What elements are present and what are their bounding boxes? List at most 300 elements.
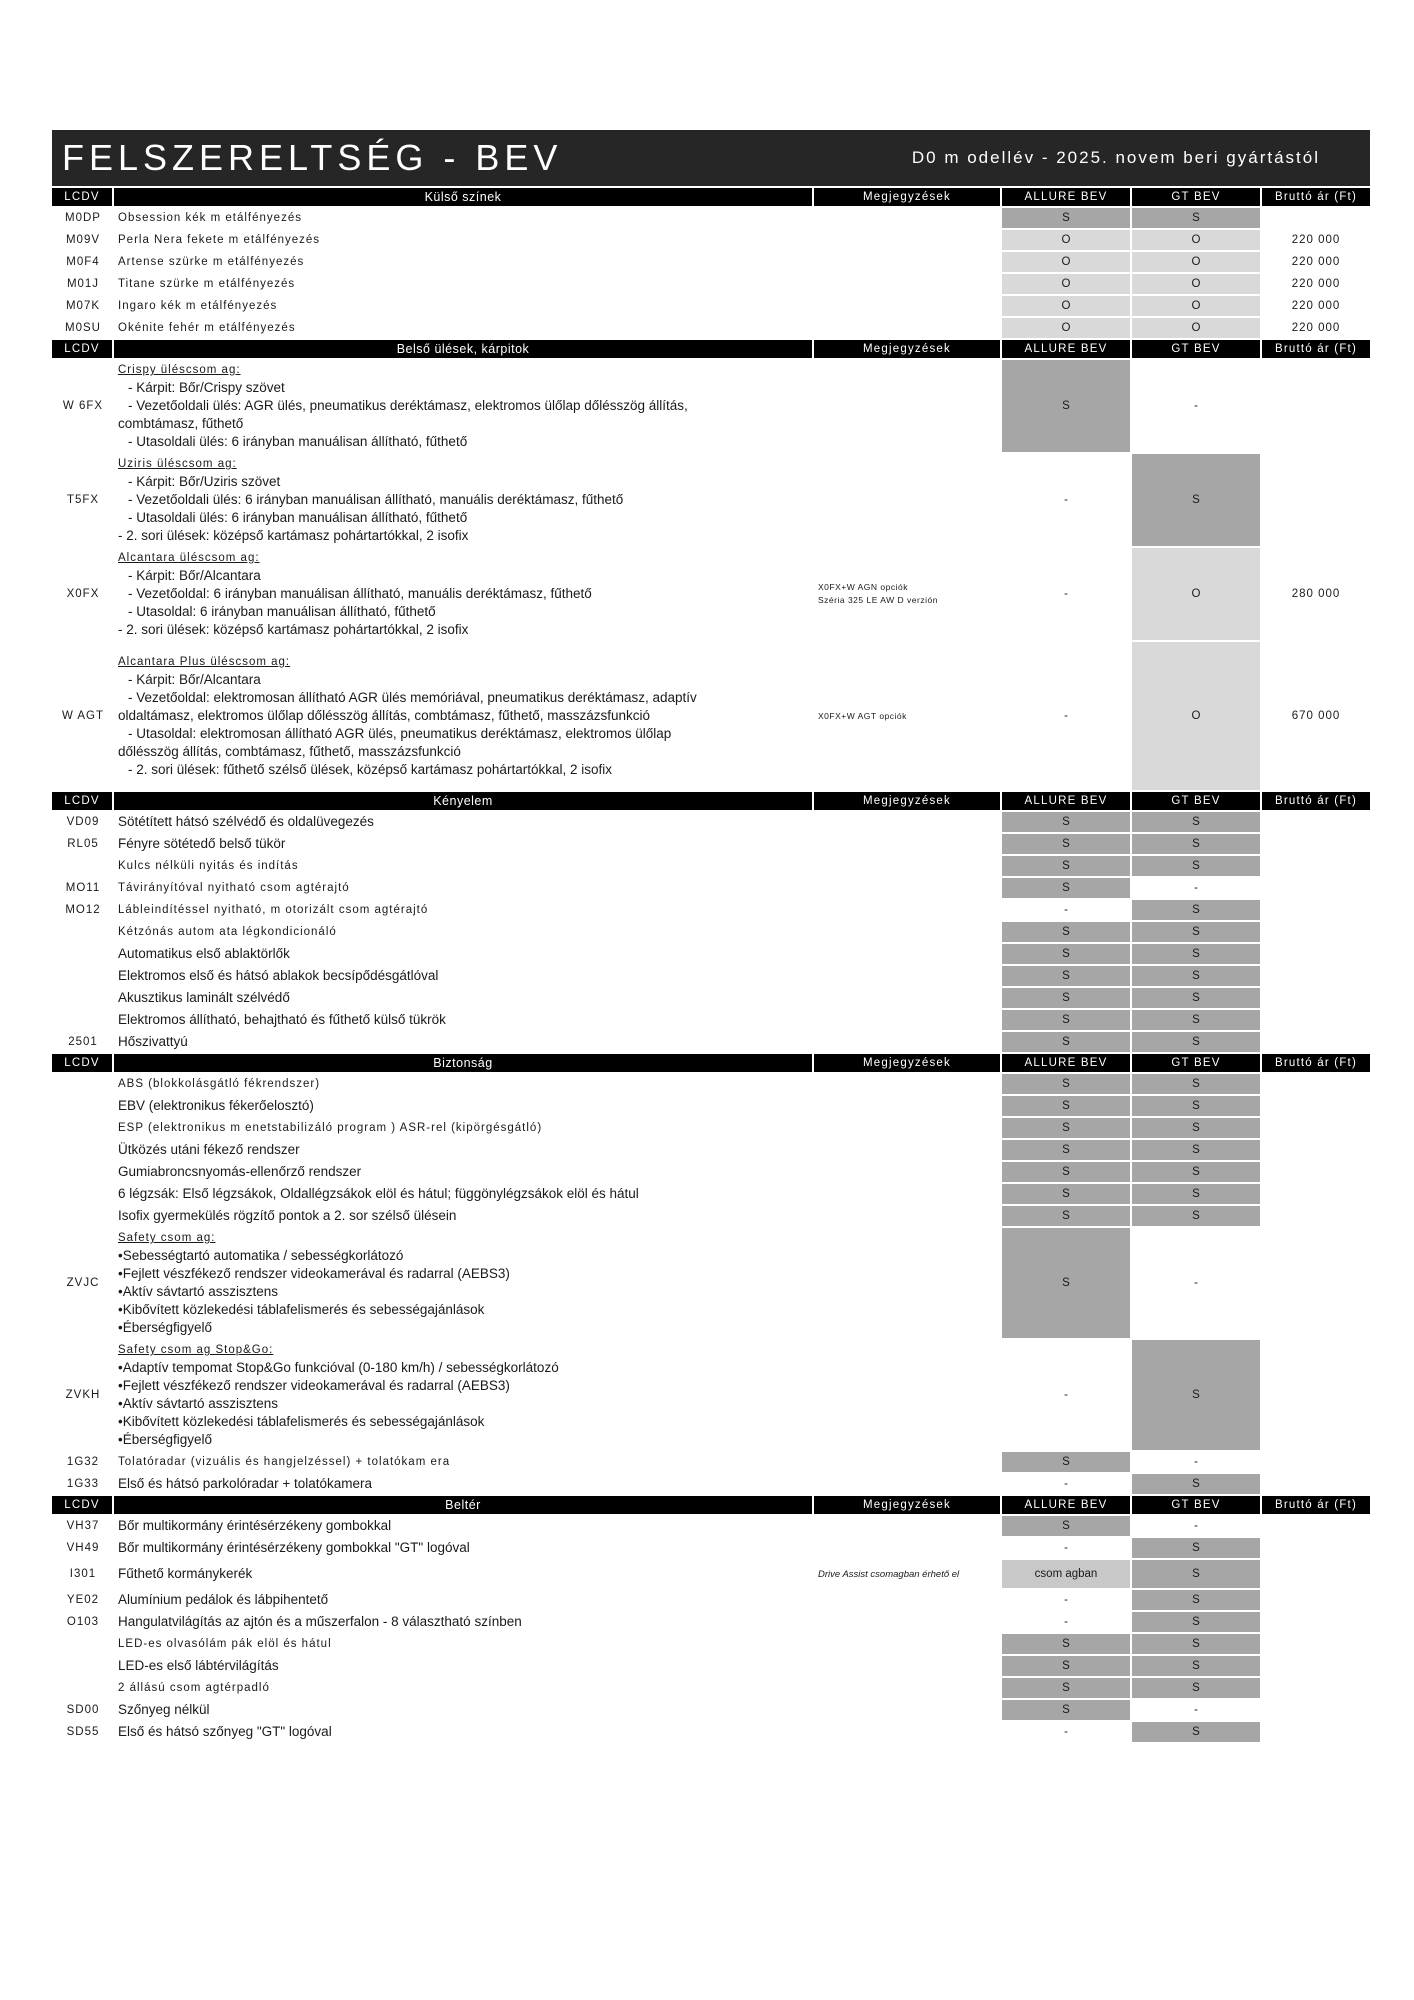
cell-price: 220 000: [1262, 296, 1370, 318]
row-note: [814, 834, 1002, 856]
package-line: - Kárpit: Bőr/Alcantara: [128, 568, 261, 583]
package-row: [52, 1228, 1370, 1340]
cell-gt: O: [1132, 318, 1262, 340]
cell-gt: -: [1132, 1700, 1262, 1722]
row-code: VH37: [52, 1516, 114, 1538]
column-header-code: LCDV: [52, 340, 114, 360]
cell-price: [1262, 1452, 1370, 1474]
note-line: Széria 325 LE AW D verzión: [818, 595, 938, 605]
cell-allure: S: [1002, 1010, 1132, 1032]
row-code: [52, 922, 114, 944]
row-description: Fényre sötétedő belső tükör: [114, 834, 814, 856]
row-description: EBV (elektronikus fékerőelosztó): [114, 1096, 814, 1118]
package-title: Safety csom ag Stop&Go:: [118, 1344, 274, 1356]
row-code: MO11: [52, 878, 114, 900]
package-description: [114, 1228, 814, 1340]
row-code: ZVJC: [52, 1228, 114, 1340]
cell-allure: S: [1002, 1140, 1132, 1162]
row-note: [814, 856, 1002, 878]
table-row: [52, 900, 1370, 922]
cell-allure: S: [1002, 1074, 1132, 1096]
table-row: [52, 834, 1370, 856]
page-title: FELSZERELTSÉG - BEV: [62, 137, 563, 178]
row-code: I301: [52, 1560, 114, 1590]
row-code: MO12: [52, 900, 114, 922]
row-code: [52, 856, 114, 878]
package-line: - Kárpit: Bőr/Alcantara: [128, 672, 261, 687]
cell-allure: S: [1002, 1206, 1132, 1228]
column-header-code: LCDV: [52, 1054, 114, 1074]
row-note: [814, 230, 1002, 252]
row-code: [52, 1118, 114, 1140]
package-line: • Aktív sávtartó asszisztens: [118, 1395, 814, 1413]
package-line: - Utasoldali ülés: 6 irányban manuálisan állítható, fűthető: [128, 510, 468, 525]
row-description: ABS (blokkolásgátló fékrendszer): [114, 1074, 814, 1096]
row-description: Sötétített hátsó szélvédő és oldalüvegezés: [114, 812, 814, 834]
row-code: [52, 1010, 114, 1032]
column-header-notes: Megjegyzések: [814, 1054, 1002, 1074]
cell-gt: S: [1132, 1074, 1262, 1096]
row-note: [814, 454, 1002, 548]
row-code: [52, 1184, 114, 1206]
equipment-table: [52, 188, 1370, 1744]
row-note: [814, 1452, 1002, 1474]
section-header-comfort: [52, 792, 1370, 812]
row-description: Ingaro kék m etálfényezés: [114, 296, 814, 318]
package-row: [52, 548, 1370, 642]
row-note: [814, 252, 1002, 274]
cell-allure: -: [1002, 642, 1132, 792]
cell-price: [1262, 900, 1370, 922]
row-note: [814, 1118, 1002, 1140]
row-note: [814, 1634, 1002, 1656]
package-line: - Kárpit: Bőr/Crispy szövet: [128, 380, 285, 395]
row-note: [814, 1010, 1002, 1032]
row-note: [814, 548, 1002, 642]
section-title: Biztonság: [114, 1054, 814, 1074]
cell-price: 220 000: [1262, 274, 1370, 296]
cell-price: [1262, 988, 1370, 1010]
row-description: Kulcs nélküli nyitás és indítás: [114, 856, 814, 878]
cell-allure: -: [1002, 900, 1132, 922]
package-line: - Kárpit: Bőr/Uziris szövet: [128, 474, 281, 489]
row-code: W AGT: [52, 642, 114, 792]
row-code: M09V: [52, 230, 114, 252]
cell-price: [1262, 878, 1370, 900]
table-row: [52, 878, 1370, 900]
package-description: [114, 548, 814, 642]
row-description: Lábleindítéssel nyitható, m otorizált csom agtérajtó: [114, 900, 814, 922]
section-title: Kényelem: [114, 792, 814, 812]
row-code: M07K: [52, 296, 114, 318]
package-line: • Aktív sávtartó asszisztens: [118, 1283, 814, 1301]
cell-gt: S: [1132, 208, 1262, 230]
package-description: [114, 360, 814, 454]
package-line: combtámasz, fűthető: [118, 416, 244, 431]
package-line: • Fejlett vészfékező rendszer videokamerával és radarral (AEBS3): [118, 1377, 814, 1395]
table-row: [52, 1656, 1370, 1678]
cell-price: [1262, 1474, 1370, 1496]
row-note: [814, 318, 1002, 340]
package-line: - Utasoldal: 6 irányban manuálisan állítható, fűthető: [128, 604, 436, 619]
table-row: [52, 922, 1370, 944]
package-line: - Vezetőoldali ülés: AGR ülés, pneumatikus deréktámasz, elektromos ülőlap dőlésszög állítás,: [128, 398, 688, 413]
package-title: Safety csom ag:: [118, 1232, 216, 1244]
table-row: [52, 988, 1370, 1010]
cell-allure: S: [1002, 966, 1132, 988]
cell-gt: S: [1132, 988, 1262, 1010]
cell-allure: S: [1002, 1516, 1132, 1538]
cell-allure: O: [1002, 252, 1132, 274]
row-code: M0SU: [52, 318, 114, 340]
package-line: - Vezetőoldal: elektromosan állítható AGR ülés memóriával, pneumatikus deréktámasz, adaptív: [128, 690, 697, 705]
cell-allure: -: [1002, 1538, 1132, 1560]
cell-price: [1262, 1184, 1370, 1206]
table-row: [52, 1096, 1370, 1118]
column-header-price: Bruttó ár (Ft): [1262, 792, 1370, 812]
row-description: Okénite fehér m etálfényezés: [114, 318, 814, 340]
cell-price: [1262, 1032, 1370, 1054]
row-note: [814, 878, 1002, 900]
cell-gt: S: [1132, 1612, 1262, 1634]
cell-gt: S: [1132, 1722, 1262, 1744]
package-line: • Fejlett vészfékező rendszer videokamerával és radarral (AEBS3): [118, 1265, 814, 1283]
table-row: [52, 944, 1370, 966]
package-title: Uziris üléscsom ag:: [118, 458, 237, 470]
cell-price: [1262, 812, 1370, 834]
table-row: [52, 1560, 1370, 1590]
table-row: [52, 1010, 1370, 1032]
cell-price: [1262, 1228, 1370, 1340]
section-header-seats: [52, 340, 1370, 360]
cell-gt: O: [1132, 296, 1262, 318]
row-note: [814, 1538, 1002, 1560]
column-header-code: LCDV: [52, 1496, 114, 1516]
row-description: Artense szürke m etálfényezés: [114, 252, 814, 274]
cell-allure: S: [1002, 1634, 1132, 1656]
section-header-interior: [52, 1496, 1370, 1516]
cell-gt: O: [1132, 252, 1262, 274]
cell-price: [1262, 1612, 1370, 1634]
cell-price: [1262, 922, 1370, 944]
table-row: [52, 1162, 1370, 1184]
cell-allure: S: [1002, 1678, 1132, 1700]
cell-gt: S: [1132, 1010, 1262, 1032]
cell-price: [1262, 1722, 1370, 1744]
table-row: [52, 230, 1370, 252]
cell-gt: -: [1132, 878, 1262, 900]
column-header-price: Bruttó ár (Ft): [1262, 1496, 1370, 1516]
table-row: [52, 856, 1370, 878]
row-note: [814, 1678, 1002, 1700]
package-line: - 2. sori ülések: középső kartámasz pohártartókkal, 2 isofix: [118, 528, 469, 543]
row-code: [52, 1206, 114, 1228]
section-header-exterior: [52, 188, 1370, 208]
package-title: Crispy üléscsom ag:: [118, 364, 241, 376]
cell-price: [1262, 1074, 1370, 1096]
package-row: [52, 454, 1370, 548]
cell-price: [1262, 1010, 1370, 1032]
note-line: X0FX+W AGT opciók: [818, 710, 907, 721]
cell-gt: S: [1132, 1032, 1262, 1054]
cell-allure: S: [1002, 944, 1132, 966]
cell-allure: S: [1002, 1096, 1132, 1118]
table-row: [52, 1140, 1370, 1162]
row-description: Alumínium pedálok és lábpihentető: [114, 1590, 814, 1612]
cell-price: [1262, 454, 1370, 548]
cell-allure: -: [1002, 1722, 1132, 1744]
column-header-notes: Megjegyzések: [814, 792, 1002, 812]
title-bar: [52, 130, 1370, 186]
row-note: [814, 208, 1002, 230]
row-note: [814, 296, 1002, 318]
column-header-notes: Megjegyzések: [814, 1496, 1002, 1516]
package-line: • Sebességtartó automatika / sebességkorlátozó: [118, 1247, 814, 1265]
row-note: [814, 1612, 1002, 1634]
cell-allure: -: [1002, 1590, 1132, 1612]
cell-price: [1262, 208, 1370, 230]
row-code: ZVKH: [52, 1340, 114, 1452]
row-note: [814, 274, 1002, 296]
table-row: [52, 208, 1370, 230]
column-header-gt: GT BEV: [1132, 340, 1262, 360]
cell-gt: S: [1132, 812, 1262, 834]
row-note: [814, 1656, 1002, 1678]
column-header-notes: Megjegyzések: [814, 188, 1002, 208]
cell-price: [1262, 1656, 1370, 1678]
column-header-price: Bruttó ár (Ft): [1262, 1054, 1370, 1074]
cell-gt: S: [1132, 1590, 1262, 1612]
row-description: Hőszivattyú: [114, 1032, 814, 1054]
cell-gt: S: [1132, 922, 1262, 944]
row-description: Elektromos első és hátsó ablakok becsípődésgátlóval: [114, 966, 814, 988]
row-note: [814, 1032, 1002, 1054]
cell-price: [1262, 1634, 1370, 1656]
row-note: [814, 1700, 1002, 1722]
column-header-gt: GT BEV: [1132, 1054, 1262, 1074]
cell-price: [1262, 1162, 1370, 1184]
table-row: [52, 1538, 1370, 1560]
cell-gt: S: [1132, 1560, 1262, 1590]
table-row: [52, 252, 1370, 274]
cell-price: [1262, 834, 1370, 856]
row-code: [52, 988, 114, 1010]
section-title: Belső ülések, kárpitok: [114, 340, 814, 360]
cell-allure: csom agban: [1002, 1560, 1132, 1590]
row-note: [814, 1228, 1002, 1340]
cell-price: [1262, 1700, 1370, 1722]
table-row: [52, 966, 1370, 988]
cell-price: 220 000: [1262, 230, 1370, 252]
note-line: X0FX+W AGN opciók: [818, 582, 908, 592]
row-code: [52, 966, 114, 988]
cell-allure: -: [1002, 1612, 1132, 1634]
cell-allure: -: [1002, 454, 1132, 548]
row-description: LED-es első lábtérvilágítás: [114, 1656, 814, 1678]
cell-price: 280 000: [1262, 548, 1370, 642]
row-description: Első és hátsó parkolóradar + tolatókamera: [114, 1474, 814, 1496]
equipment-document: [52, 130, 1370, 1744]
cell-gt: S: [1132, 1678, 1262, 1700]
row-note: [814, 922, 1002, 944]
cell-allure: S: [1002, 878, 1132, 900]
cell-allure: -: [1002, 548, 1132, 642]
row-code: [52, 1634, 114, 1656]
table-row: [52, 1700, 1370, 1722]
table-row: [52, 274, 1370, 296]
row-code: 1G33: [52, 1474, 114, 1496]
column-header-code: LCDV: [52, 792, 114, 812]
table-row: [52, 1118, 1370, 1140]
cell-price: [1262, 1590, 1370, 1612]
cell-price: [1262, 1340, 1370, 1452]
column-header-gt: GT BEV: [1132, 1496, 1262, 1516]
cell-allure: S: [1002, 1032, 1132, 1054]
row-description: Bőr multikormány érintésérzékeny gombokkal "GT" logóval: [114, 1538, 814, 1560]
cell-gt: S: [1132, 966, 1262, 988]
row-description: Elektromos állítható, behajtható és fűthető külső tükrök: [114, 1010, 814, 1032]
row-description: Bőr multikormány érintésérzékeny gombokkal: [114, 1516, 814, 1538]
row-note: [814, 944, 1002, 966]
cell-gt: S: [1132, 1656, 1262, 1678]
row-note: Drive Assist csomagban érhető el: [814, 1560, 1002, 1590]
cell-gt: S: [1132, 856, 1262, 878]
cell-gt: -: [1132, 1228, 1262, 1340]
row-description: Automatikus első ablaktörlők: [114, 944, 814, 966]
cell-allure: S: [1002, 1184, 1132, 1206]
cell-gt: S: [1132, 1162, 1262, 1184]
row-note: [814, 1516, 1002, 1538]
page-subtitle: D0 m odellév - 2025. novem beri gyártástól: [911, 148, 1320, 167]
cell-allure: S: [1002, 834, 1132, 856]
cell-allure: S: [1002, 988, 1132, 1010]
row-code: M0F4: [52, 252, 114, 274]
cell-gt: S: [1132, 1340, 1262, 1452]
cell-gt: O: [1132, 548, 1262, 642]
cell-gt: S: [1132, 1118, 1262, 1140]
section-header-safety: [52, 1054, 1370, 1074]
package-line: dőlésszög állítás, combtámasz, fűthető, masszázsfunkció: [118, 744, 461, 759]
column-header-gt: GT BEV: [1132, 188, 1262, 208]
cell-price: 670 000: [1262, 642, 1370, 792]
row-code: T5FX: [52, 454, 114, 548]
column-header-price: Bruttó ár (Ft): [1262, 340, 1370, 360]
cell-price: [1262, 1140, 1370, 1162]
cell-gt: O: [1132, 230, 1262, 252]
package-description: [114, 454, 814, 548]
column-header-notes: Megjegyzések: [814, 340, 1002, 360]
row-note: [814, 1096, 1002, 1118]
row-description: Kétzónás autom ata légkondicionáló: [114, 922, 814, 944]
column-header-allure: ALLURE BEV: [1002, 1496, 1132, 1516]
row-code: [52, 1162, 114, 1184]
cell-price: [1262, 966, 1370, 988]
table-row: [52, 1474, 1370, 1496]
cell-allure: S: [1002, 856, 1132, 878]
cell-price: 220 000: [1262, 318, 1370, 340]
section-title: Külső színek: [114, 188, 814, 208]
cell-price: [1262, 1118, 1370, 1140]
row-description: Hangulatvilágítás az ajtón és a műszerfalon - 8 választható színben: [114, 1612, 814, 1634]
table-row: [52, 1184, 1370, 1206]
column-header-allure: ALLURE BEV: [1002, 1054, 1132, 1074]
row-code: RL05: [52, 834, 114, 856]
row-description: Akusztikus laminált szélvédő: [114, 988, 814, 1010]
cell-price: [1262, 944, 1370, 966]
row-description: Perla Nera fekete m etálfényezés: [114, 230, 814, 252]
cell-gt: S: [1132, 1184, 1262, 1206]
cell-allure: S: [1002, 1656, 1132, 1678]
cell-gt: S: [1132, 900, 1262, 922]
cell-price: [1262, 1096, 1370, 1118]
row-description: ESP (elektronikus m enetstabilizáló program ) ASR-rel (kipörgésgátló): [114, 1118, 814, 1140]
cell-allure: S: [1002, 208, 1132, 230]
cell-price: [1262, 1678, 1370, 1700]
cell-allure: O: [1002, 296, 1132, 318]
package-description: [114, 642, 814, 792]
cell-gt: S: [1132, 1538, 1262, 1560]
cell-allure: S: [1002, 1452, 1132, 1474]
column-header-allure: ALLURE BEV: [1002, 340, 1132, 360]
package-line: • Kibővített közlekedési táblafelismerés és sebességajánlások: [118, 1413, 814, 1431]
row-code: W 6FX: [52, 360, 114, 454]
cell-allure: O: [1002, 274, 1132, 296]
package-line: oldaltámasz, elektromos ülőlap dőlésszög állítás, combtámasz, fűthető, masszázsfunkció: [118, 708, 650, 723]
cell-gt: O: [1132, 274, 1262, 296]
row-code: O103: [52, 1612, 114, 1634]
package-description: [114, 1340, 814, 1452]
package-title: Alcantara üléscsom ag:: [118, 552, 260, 564]
row-description: LED-es olvasólám pák elöl és hátul: [114, 1634, 814, 1656]
package-line: - Vezetőoldal: 6 irányban manuálisan állítható, manuális deréktámasz, fűthető: [128, 586, 592, 601]
row-description: 6 légzsák: Első légzsákok, Oldallégzsákok elöl és hátul; függönylégzsákok elöl és hátul: [114, 1184, 814, 1206]
package-title: Alcantara Plus üléscsom ag:: [118, 656, 291, 668]
row-description: 2 állású csom agtérpadló: [114, 1678, 814, 1700]
package-line: • Éberségfigyelő: [118, 1319, 814, 1337]
cell-gt: S: [1132, 1634, 1262, 1656]
row-note: [814, 1074, 1002, 1096]
row-note: [814, 1206, 1002, 1228]
row-description: Első és hátsó szőnyeg "GT" logóval: [114, 1722, 814, 1744]
row-note: [814, 1590, 1002, 1612]
row-description: Fűthető kormánykerék: [114, 1560, 814, 1590]
cell-allure: S: [1002, 922, 1132, 944]
row-note: [814, 1474, 1002, 1496]
row-note: [814, 812, 1002, 834]
table-row: [52, 1612, 1370, 1634]
row-code: 2501: [52, 1032, 114, 1054]
row-code: [52, 1656, 114, 1678]
package-row: [52, 642, 1370, 792]
cell-gt: S: [1132, 1206, 1262, 1228]
cell-allure: S: [1002, 1228, 1132, 1340]
row-note: [814, 1162, 1002, 1184]
cell-allure: S: [1002, 360, 1132, 454]
column-header-price: Bruttó ár (Ft): [1262, 188, 1370, 208]
package-line: - Vezetőoldali ülés: 6 irányban manuálisan állítható, manuális deréktámasz, fűthető: [128, 492, 624, 507]
cell-allure: S: [1002, 812, 1132, 834]
table-row: [52, 1206, 1370, 1228]
row-code: SD00: [52, 1700, 114, 1722]
row-code: YE02: [52, 1590, 114, 1612]
table-row: [52, 296, 1370, 318]
table-row: [52, 1678, 1370, 1700]
row-code: 1G32: [52, 1452, 114, 1474]
row-note: [814, 1140, 1002, 1162]
row-code: [52, 1678, 114, 1700]
row-note: [814, 1184, 1002, 1206]
package-line: • Éberségfigyelő: [118, 1431, 814, 1449]
